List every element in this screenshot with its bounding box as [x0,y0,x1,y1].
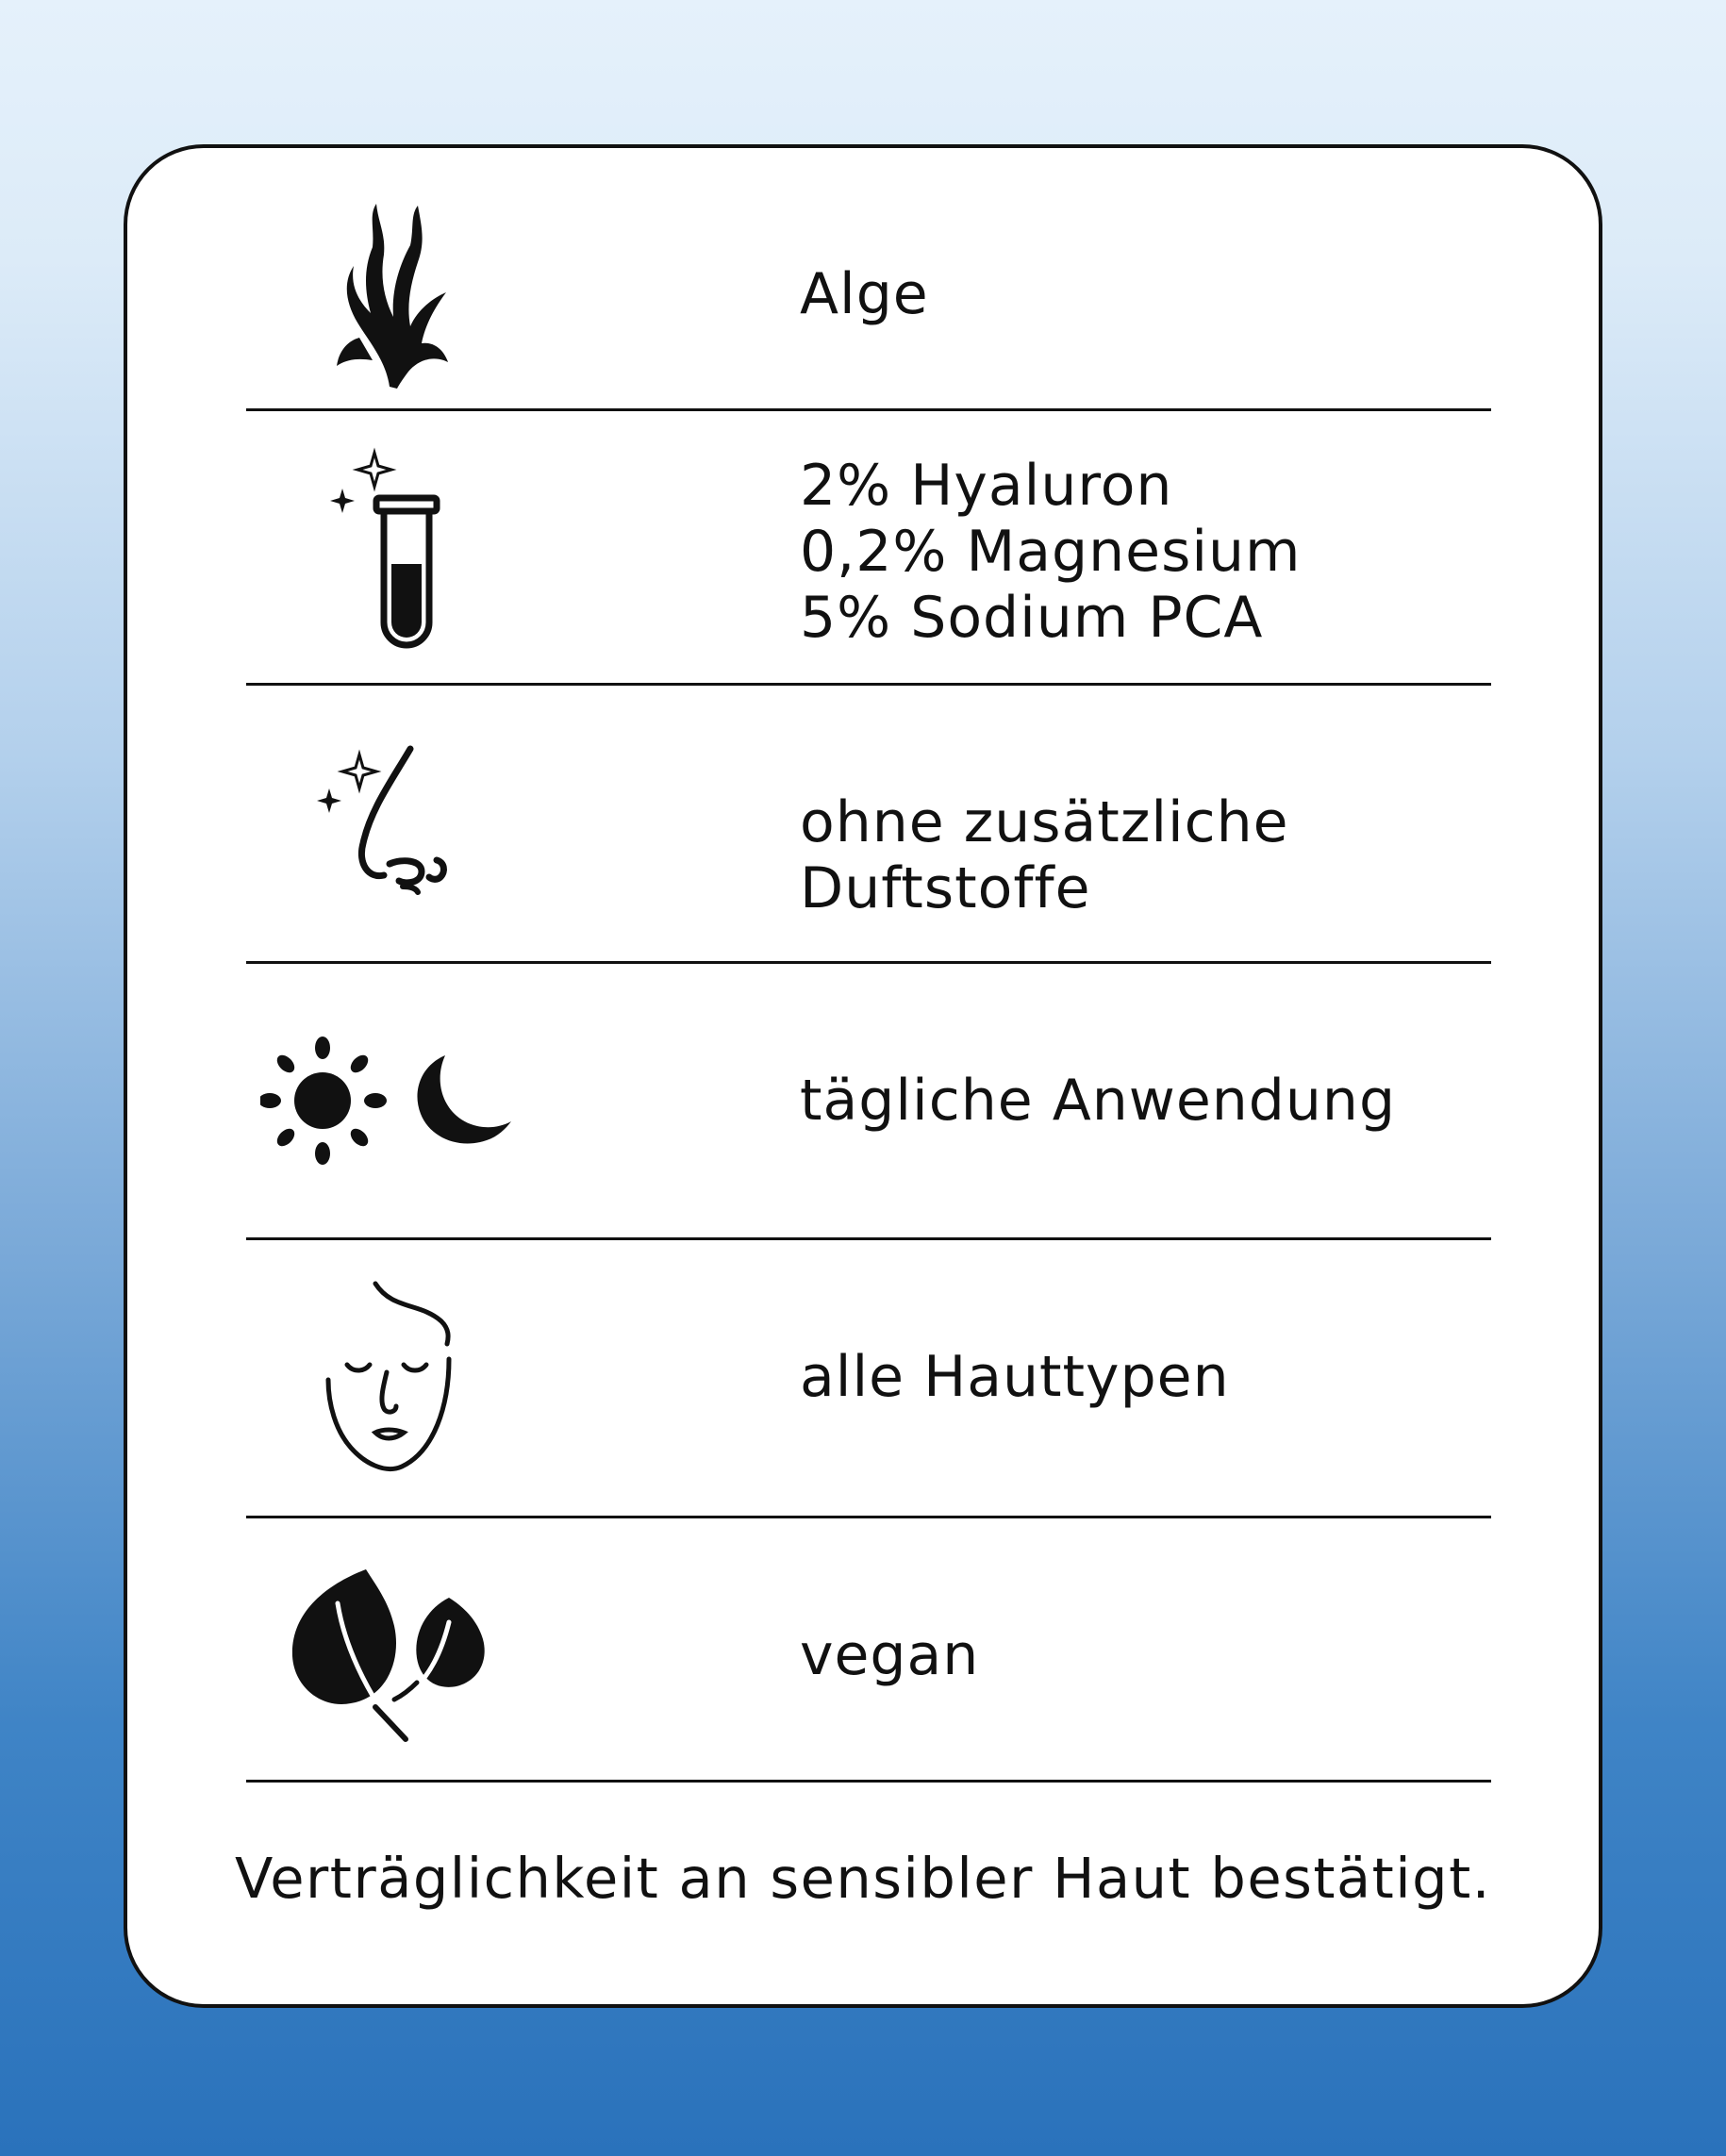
feature-row-daily [246,964,1491,1237]
features-card [124,144,1602,2008]
feature-row-ingredients [246,411,1491,683]
footer-note: Verträglichkeit an sensibler Haut bestätigt. [234,1846,1492,1911]
feature-row-vegan [246,1518,1491,1792]
feature-label-skin: alle Hauttypen [800,1344,1230,1410]
divider [246,1780,1491,1783]
leaves-icon [246,1518,539,1792]
feature-row-alge [246,186,1491,403]
feature-label-daily: tägliche Anwendung [800,1068,1397,1134]
feature-label-fragrance: ohne zusätzliche Duftstoffe [800,789,1289,921]
feature-label-vegan: vegan [800,1622,980,1688]
feature-row-fragrance [246,686,1491,961]
feature-label-ingredients: 2% Hyaluron 0,2% Magnesium 5% Sodium PCA [800,453,1302,651]
nose-sparkle-icon [246,686,539,961]
feature-label-alge: Alge [800,261,929,327]
sun-moon-icon [246,964,539,1237]
feature-row-skin [246,1240,1491,1516]
face-icon [246,1240,539,1516]
test-tube-sparkle-icon [246,411,539,683]
seaweed-icon [246,186,539,403]
